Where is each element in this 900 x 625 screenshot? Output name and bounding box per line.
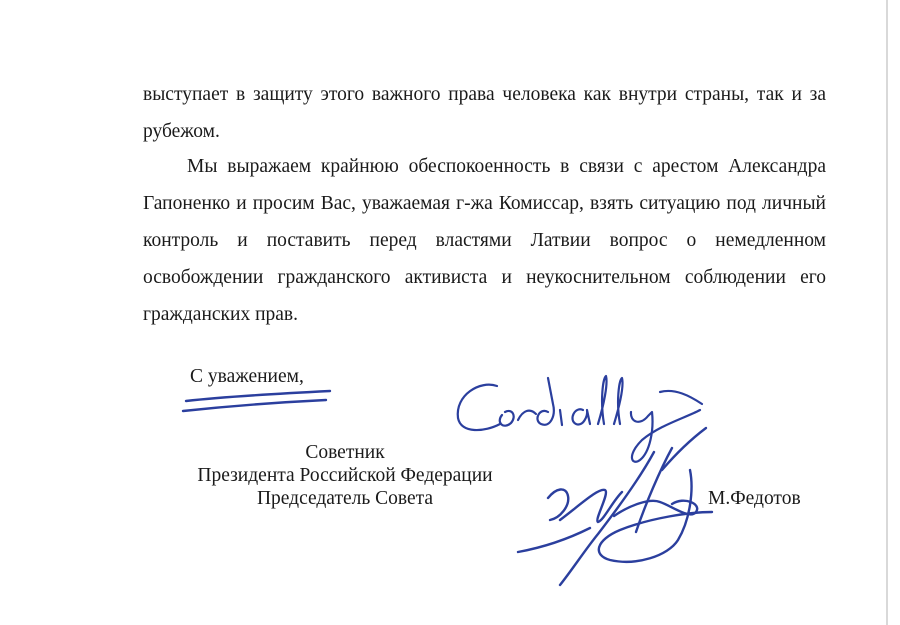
signer-position-line-3: Председатель Совета bbox=[256, 488, 434, 509]
signer-title-block bbox=[185, 441, 505, 510]
signer-name: М.Федотов bbox=[708, 488, 801, 509]
signer-position-line-1: Советник bbox=[305, 442, 385, 463]
closing-salutation: С уважением, bbox=[190, 366, 304, 387]
signature-strokes bbox=[518, 428, 712, 585]
letter-paragraph-2: Мы выражаем крайнюю обеспокоенность в связи с арестом Александра Гапоненко и просим Вас, уважаемая г-жа Комиссар, взять ситуацию под личный контроль и поставить перед властями Латвии вопрос о немедленном освобождении гражданского активиста и неукоснительном соблюдении его гражданских прав. bbox=[143, 156, 826, 325]
closing-underline-strokes bbox=[183, 391, 330, 411]
signer-position-line-2: Президента Российской Федерации bbox=[197, 465, 493, 486]
letter-paragraph-1: выступает в защиту этого важного права человека как внутри страны, так и за рубежом. bbox=[143, 84, 826, 142]
